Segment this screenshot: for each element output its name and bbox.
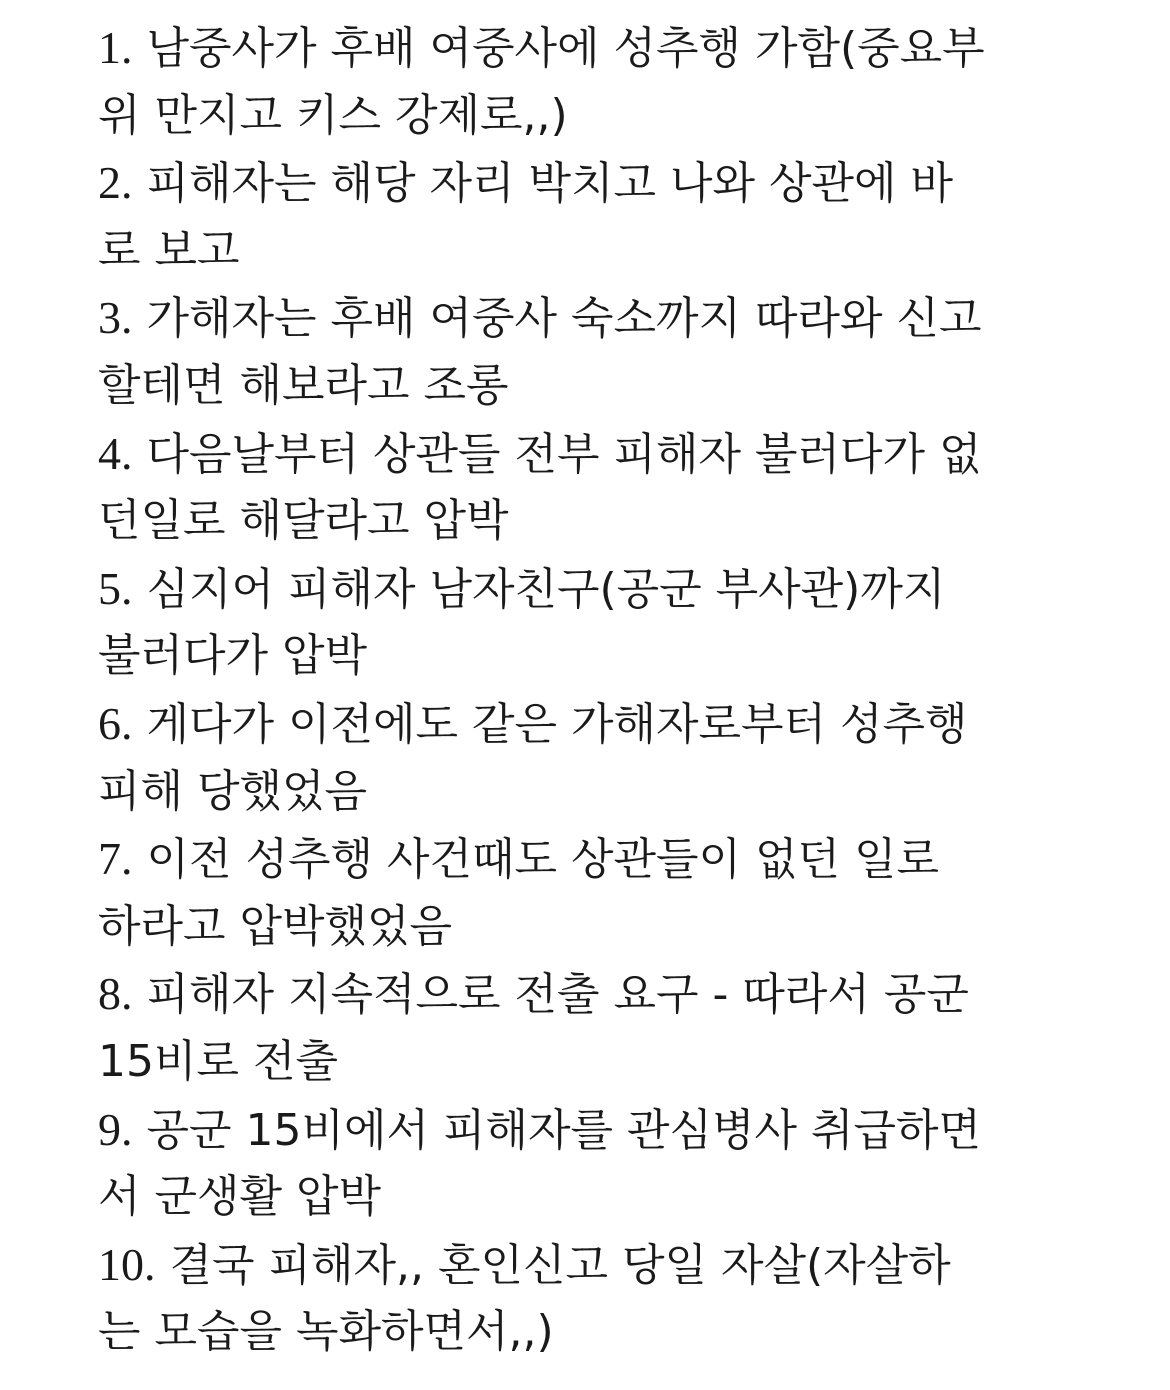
item-number: 9. [98, 1103, 133, 1155]
item-number: 10. [98, 1238, 156, 1290]
list-item-line [98, 1231, 1098, 1299]
list-item-line [98, 14, 1098, 82]
list-item-line [98, 1298, 1098, 1366]
document-body [98, 14, 1098, 1366]
item-text: 이전 성추행 사건때도 상관들이 없던 일로 [146, 834, 939, 886]
item-number: 5. [98, 562, 133, 614]
list-item-line [98, 622, 1098, 690]
item-number: 7. [98, 833, 133, 885]
item-number: 8. [98, 968, 133, 1020]
list-item-line [98, 893, 1098, 961]
item-text: 던일로 해달라고 압박 [98, 495, 509, 547]
list-item [98, 14, 1098, 149]
list-item [98, 284, 1098, 419]
list-item [98, 960, 1098, 1095]
item-text: 결국 피해자,, 혼인신고 당일 자살(자살하 [169, 1239, 951, 1291]
item-text: 공군 15비에서 피해자를 관심병사 취급하면 [146, 1104, 981, 1156]
item-text: 피해자 지속적으로 전출 요구 - 따라서 공군 [146, 969, 969, 1021]
item-text: 피해자는 해당 자리 박치고 나와 상관에 바 [146, 158, 953, 210]
item-text: 로 보고 [98, 224, 240, 276]
item-text: 남중사가 후배 여중사에 성추행 가함(중요부 [146, 23, 985, 74]
item-text: 서 군생활 압박 [98, 1171, 381, 1223]
item-number: 6. [98, 697, 133, 749]
list-item-line [98, 960, 1098, 1028]
list-item [98, 149, 1098, 284]
list-item-line [98, 825, 1098, 893]
list-item [98, 1231, 1098, 1366]
list-item-line [98, 420, 1098, 488]
list-item [98, 825, 1098, 960]
item-number: 3. [98, 292, 133, 344]
item-text: 불러다가 압박 [98, 630, 368, 682]
item-text: 할테면 해보라고 조롱 [98, 359, 509, 411]
item-text: 위 만지고 키스 강제로,,) [98, 89, 568, 141]
item-text: 하라고 압박했었음 [98, 900, 453, 952]
list-item-line [98, 1163, 1098, 1231]
item-text: 심지어 피해자 남자친구(공군 부사관)까지 [146, 563, 946, 615]
list-item-line [98, 1028, 1098, 1096]
item-text: 15비로 전출 [98, 1035, 338, 1087]
list-item [98, 420, 1098, 555]
list-item-line [98, 82, 1098, 150]
item-text: 가해자는 후배 여중사 숙소까지 따라와 신고 [146, 293, 982, 345]
item-text: 다음날부터 상관들 전부 피해자 불러다가 없 [146, 428, 982, 480]
list-item-line [98, 217, 1098, 285]
item-text: 게다가 이전에도 같은 가해자로부터 성추행 [146, 698, 968, 750]
list-item-line [98, 149, 1098, 217]
item-text: 피해 당했었음 [98, 765, 368, 817]
list-item-line [98, 690, 1098, 758]
item-number: 1. [98, 22, 133, 73]
list-item [98, 690, 1098, 825]
item-text: 는 모습을 녹화하면서,,) [98, 1306, 554, 1358]
item-number: 4. [98, 427, 133, 479]
list-item-line [98, 1096, 1098, 1164]
item-number: 2. [98, 157, 133, 209]
list-item-line [98, 352, 1098, 420]
list-item [98, 555, 1098, 690]
list-item-line [98, 758, 1098, 826]
list-item-line [98, 555, 1098, 623]
list-item-line [98, 284, 1098, 352]
list-item [98, 1096, 1098, 1231]
list-item-line [98, 487, 1098, 555]
